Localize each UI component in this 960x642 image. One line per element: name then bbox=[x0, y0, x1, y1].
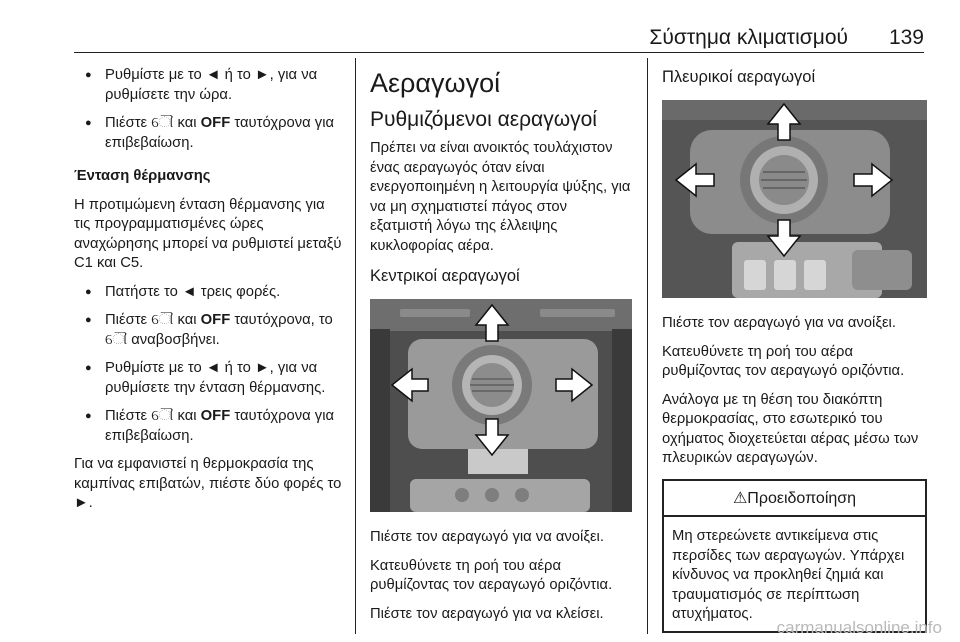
warning-title: Προειδοποίηση bbox=[747, 489, 857, 507]
warning-box bbox=[662, 479, 927, 633]
central-vents-heading: Κεντρικοί αεραγωγοί bbox=[370, 267, 520, 285]
paragraph-side-direct: Κατευθύνετε τη ροή του αέρα ρυθμίζοντας τον αεραγωγό οριζόντια. bbox=[662, 343, 905, 379]
column-divider-1 bbox=[355, 58, 356, 634]
column-1 bbox=[74, 66, 344, 523]
heater-icon: ୌ bbox=[105, 331, 128, 348]
side-vents-heading: Πλευρικοί αεραγωγοί bbox=[662, 68, 816, 86]
column-divider-2 bbox=[647, 58, 648, 634]
bullet-set-intensity: ● Ρυθμίστε με το ◄ ή το ►, για να ρυθμίσετε την ένταση θέρμανσης. bbox=[74, 359, 344, 398]
paragraph-cabin-temp: Για να εμφανιστεί η θερμοκρασία της καμπίνας επιβατών, πιέστε δύο φορές το ►. bbox=[74, 456, 342, 511]
subsection-title: Ρυθμιζόμενοι αεραγωγοί bbox=[370, 108, 597, 131]
side-vent-illustration bbox=[662, 100, 927, 298]
bullet-press-three-times: ● Πατήστε το ◄ τρεις φορές. bbox=[74, 283, 344, 303]
column-2 bbox=[370, 66, 632, 633]
bullet-confirm-time: ● Πιέστε ୌ και OFF ταυτόχρονα για επιβεβαίωση. bbox=[74, 114, 344, 153]
warning-header bbox=[664, 481, 925, 518]
subheading-heating-intensity: Ένταση θέρμανσης bbox=[74, 168, 211, 184]
paragraph-central-open: Πιέστε τον αεραγωγό για να ανοίξει. bbox=[370, 529, 604, 545]
page-header bbox=[0, 0, 960, 50]
paragraph-central-close: Πιέστε τον αεραγωγό για να κλείσει. bbox=[370, 605, 604, 622]
warning-body: Μη στερεώνετε αντικείμενα στις περσίδες των αεραγωγών. Υπάρχει κίνδυνος να προκληθεί ζημιά και τραυματισμός σε περίπτωση ατυχήματος. bbox=[672, 528, 905, 622]
bullet-press-blink: ● Πιέστε ୌ και OFF ταυτόχρονα, το ୌ αναβοσβήνει. bbox=[74, 311, 344, 350]
watermark: carmanualsonline.info bbox=[776, 618, 942, 637]
paragraph-side-temp: Ανάλογα με τη θέση του διακόπτη θερμοκρασίας, στο εσωτερικό του οχήματος διοχετεύεται αέρας μέσω των πλευρικών αεραγωγών. bbox=[662, 391, 919, 466]
heater-icon: ୌ bbox=[151, 408, 174, 424]
column-3 bbox=[662, 66, 927, 633]
heater-icon: ୌ bbox=[151, 312, 174, 328]
section-title: Αεραγωγοί bbox=[370, 68, 501, 98]
chapter-title: Σύστημα κλιματισμού bbox=[649, 26, 848, 49]
warning-icon: ⚠ bbox=[732, 489, 748, 507]
paragraph-intensity: Η προτιμώμενη ένταση θέρμανσης για τις προγραμματισμένες ώρες αναχώρησης μπορεί να ρυθμιστεί μεταξύ C1 και C5. bbox=[74, 196, 342, 271]
bullet-set-time: ● Ρυθμίστε με το ◄ ή το ►, για να ρυθμίσετε την ώρα. bbox=[74, 66, 344, 105]
central-vent-illustration bbox=[370, 299, 632, 512]
bullet-confirm-intensity: ● Πιέστε ୌ και OFF ταυτόχρονα για επιβεβαίωση. bbox=[74, 407, 344, 446]
paragraph-vents-open: Πρέπει να είναι ανοικτός τουλάχιστον ένας αεραγωγός όταν είναι ενεργοποιημένη η λειτουργία ψύξης, για να μη σχηματιστεί πάγος στον εξατμιστή λόγω της έλλειψης κυκλοφορίας αέρα. bbox=[370, 140, 631, 254]
heater-icon: ୌ bbox=[151, 115, 174, 131]
page-number: 139 bbox=[888, 26, 924, 49]
paragraph-side-open: Πιέστε τον αεραγωγό για να ανοίξει. bbox=[662, 315, 896, 331]
paragraph-central-direct: Κατευθύνετε τη ροή του αέρα ρυθμίζοντας τον αεραγωγό οριζόντια. bbox=[370, 557, 613, 593]
header-rule bbox=[74, 52, 924, 53]
